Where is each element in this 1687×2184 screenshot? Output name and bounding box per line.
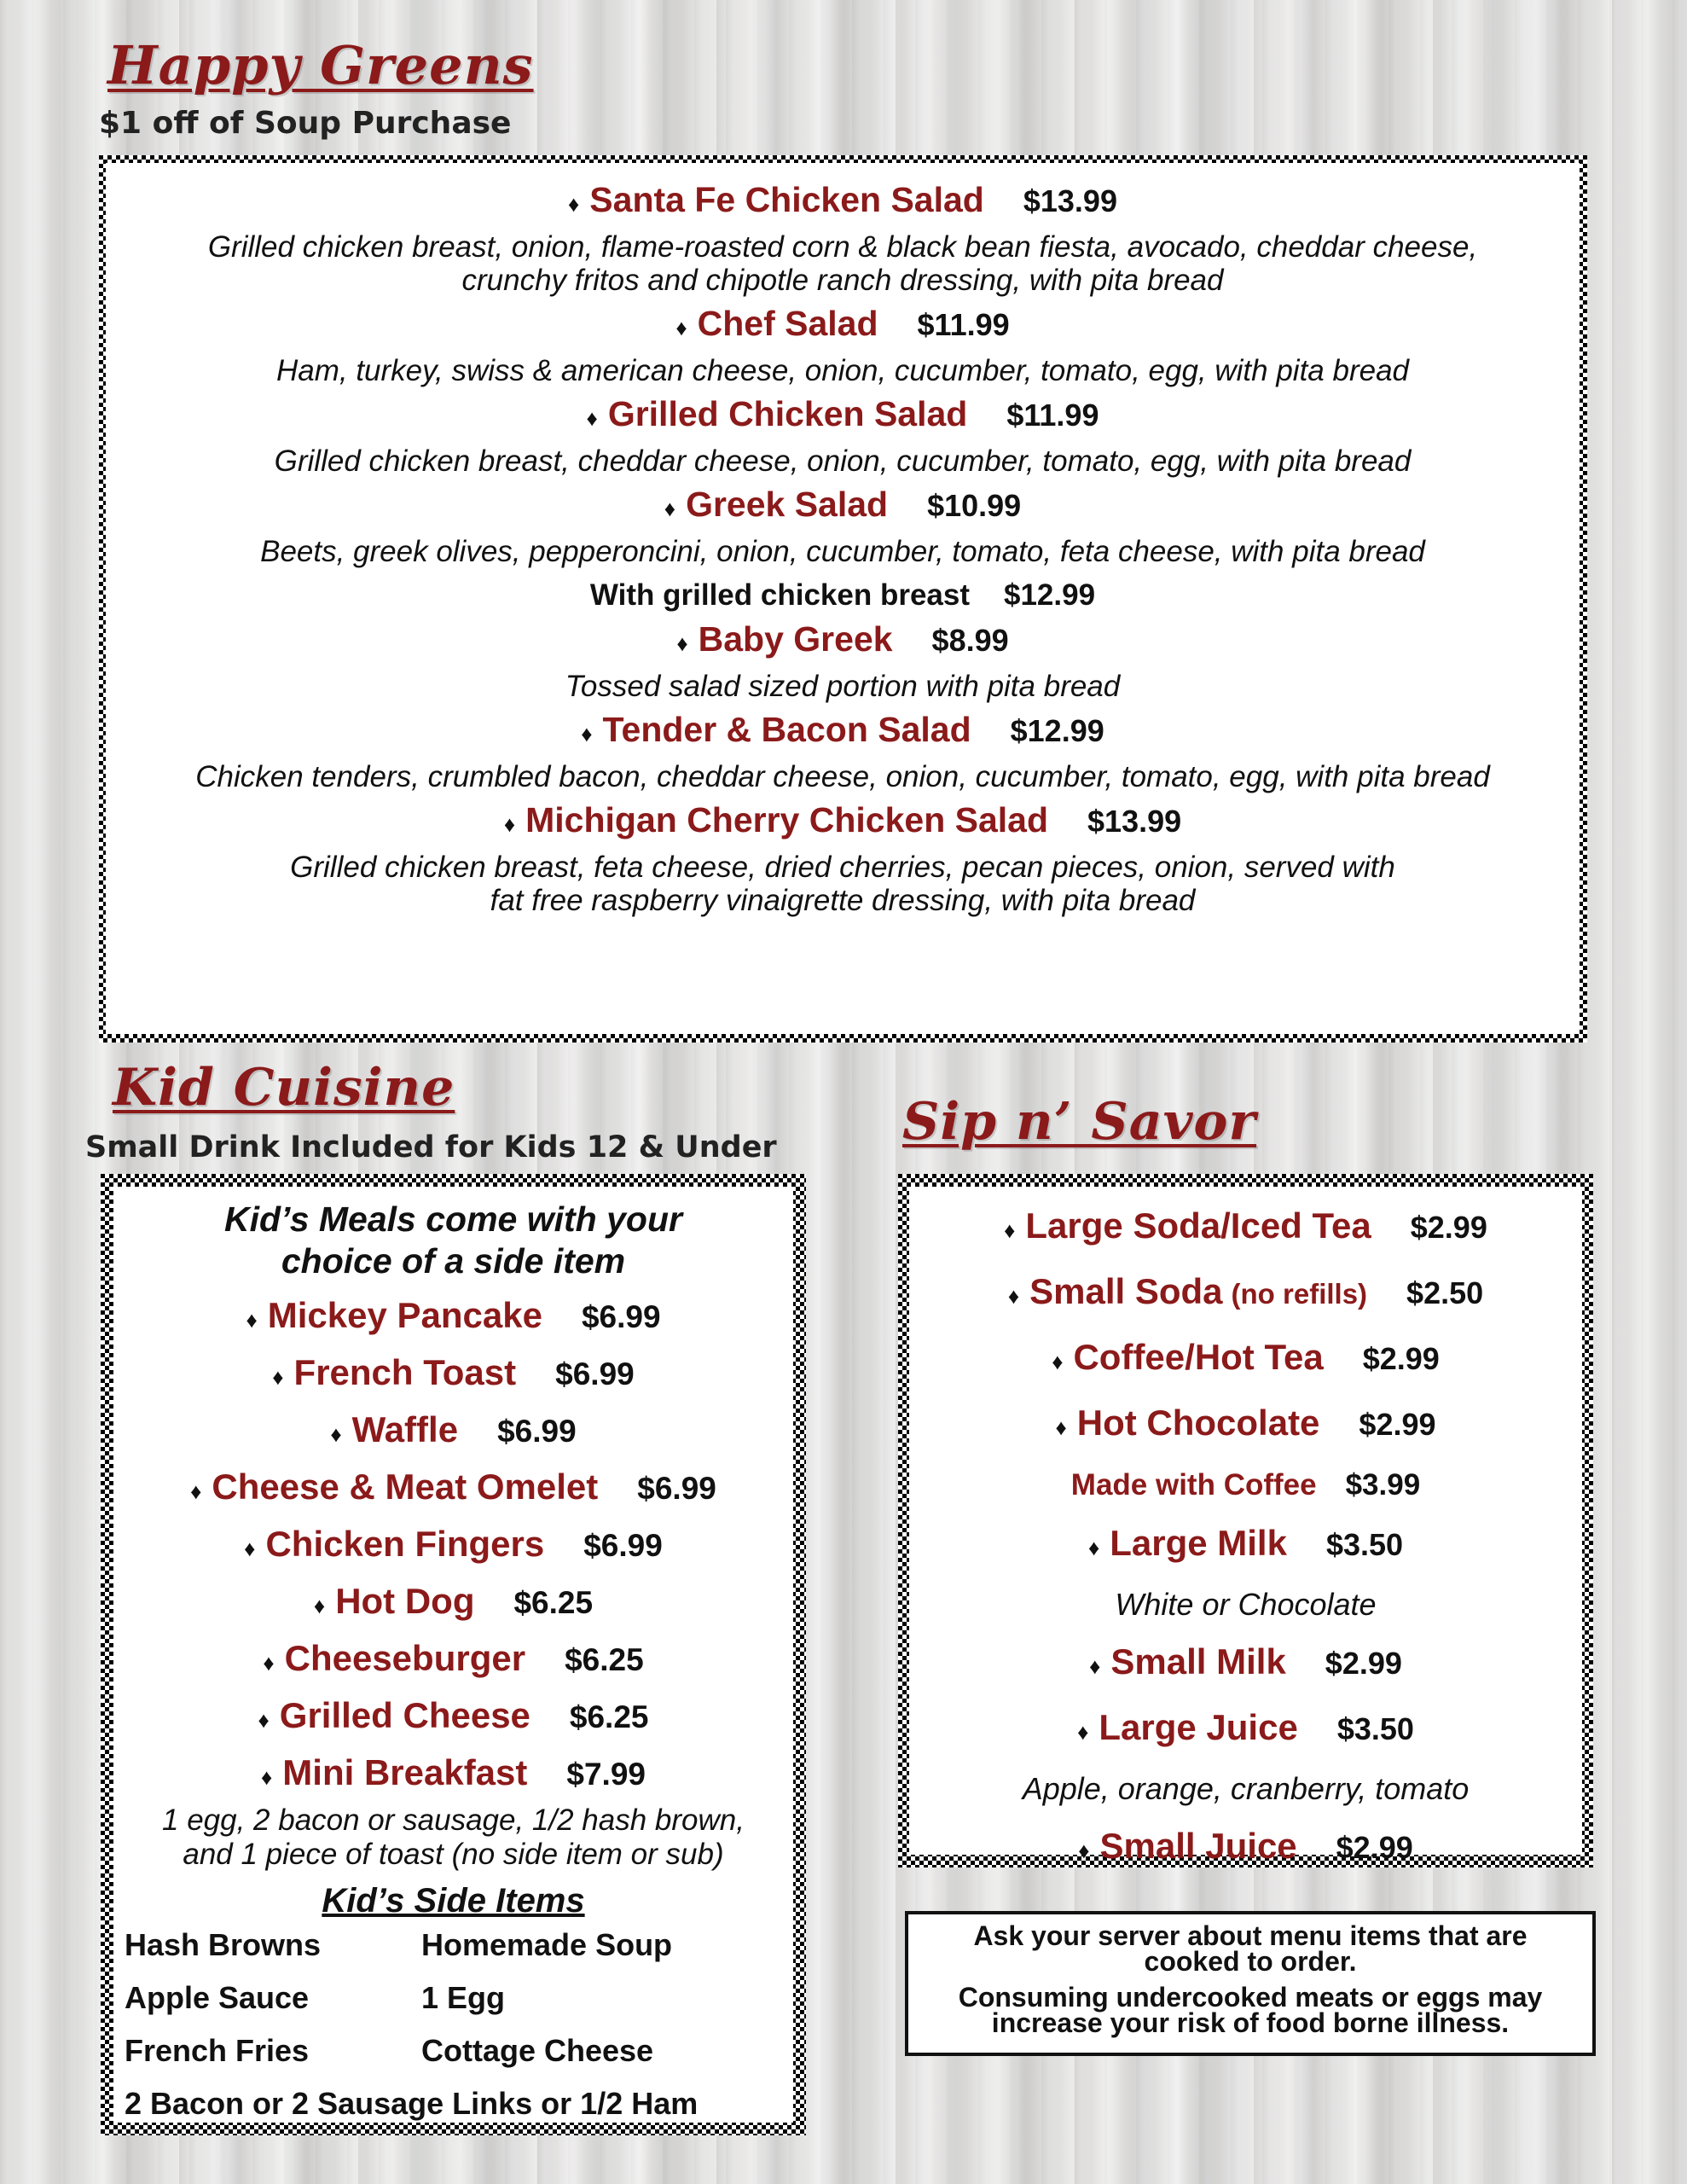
item-name: Large Milk — [1110, 1523, 1287, 1563]
side-item: Cottage Cheese — [421, 2033, 654, 2068]
diamond-bullet-icon: ♦ — [664, 496, 676, 521]
food-safety-notice — [905, 1911, 1596, 2056]
item-price: $11.99 — [917, 307, 1010, 342]
diamond-bullet-icon: ♦ — [1007, 1283, 1020, 1309]
side-item: French Fries — [125, 2033, 310, 2068]
item-name: Mini Breakfast — [282, 1752, 528, 1792]
item-name: Hot Dog — [335, 1581, 475, 1621]
item-name: Chicken Fingers — [265, 1524, 545, 1564]
side-items-title: Kid’s Side Items — [322, 1882, 585, 1920]
option-price: $3.99 — [1345, 1468, 1421, 1502]
diamond-bullet-icon: ♦ — [1087, 1535, 1100, 1560]
description-line: crunchy fritos and chipotle ranch dressing, with pita bread — [461, 264, 1224, 297]
item-description — [113, 1804, 793, 1872]
notice-line — [908, 1920, 1592, 1977]
item-name: Chef Salad — [697, 304, 878, 343]
item-price: $6.99 — [497, 1414, 577, 1449]
item-name: Hot Chocolate — [1076, 1403, 1320, 1443]
drinks-panel — [909, 1187, 1582, 1866]
notice-text: Consuming undercooked meats or eggs may — [958, 1982, 1543, 2013]
kids-subtitle: Small Drink Included for Kids 12 & Under — [85, 1130, 777, 1165]
salads-subtitle: $1 off of Soup Purchase — [99, 106, 512, 141]
item-price: $2.99 — [1359, 1407, 1436, 1442]
item-description: Grilled chicken breast, cheddar cheese, onion, cucumber, tomato, egg, with pita bread — [274, 444, 1412, 478]
side-items-list — [113, 1927, 793, 2122]
diamond-bullet-icon: ♦ — [272, 1364, 284, 1390]
description-line: Grilled chicken breast, onion, flame-roasted corn & black bean fiesta, avocado, cheddar cheese, — [207, 230, 1478, 264]
item-price: $2.99 — [1336, 1830, 1413, 1865]
menu-item — [106, 485, 1580, 525]
diamond-bullet-icon: ♦ — [330, 1421, 342, 1447]
item-note: (no refills) — [1231, 1278, 1368, 1310]
item-price: $6.25 — [569, 1699, 649, 1734]
menu-item — [113, 1346, 793, 1403]
menu-item — [106, 304, 1580, 344]
item-name: Cheeseburger — [284, 1638, 526, 1678]
diamond-bullet-icon: ♦ — [1089, 1653, 1101, 1679]
item-name: Cheese & Meat Omelet — [212, 1467, 599, 1507]
menu-item — [106, 800, 1580, 840]
diamond-bullet-icon: ♦ — [1004, 1217, 1016, 1243]
item-name: Large Juice — [1099, 1707, 1298, 1747]
item-name: Large Soda/Iced Tea — [1025, 1205, 1371, 1246]
item-description: Tossed salad sized portion with pita bread — [565, 670, 1121, 703]
item-price: $6.99 — [581, 1299, 661, 1334]
option-price: $12.99 — [1004, 578, 1096, 612]
item-price: $10.99 — [927, 488, 1022, 523]
menu-item — [909, 1261, 1582, 1327]
item-option — [909, 1458, 1582, 1513]
notice-line — [908, 1984, 1592, 2036]
item-name: Coffee/Hot Tea — [1073, 1337, 1324, 1377]
item-price: $7.99 — [566, 1757, 646, 1792]
menu-item — [909, 1815, 1582, 1881]
menu-item — [113, 1689, 793, 1746]
item-price: $6.99 — [637, 1471, 716, 1506]
item-name: Grilled Cheese — [279, 1695, 530, 1735]
item-price: $8.99 — [931, 623, 1009, 658]
menu-item — [113, 1746, 793, 1804]
diamond-bullet-icon: ♦ — [1052, 1349, 1064, 1374]
item-price: $2.99 — [1362, 1341, 1440, 1376]
menu-item — [909, 1631, 1582, 1697]
item-name: Tender & Bacon Salad — [602, 710, 971, 749]
item-description: Beets, greek olives, pepperoncini, onion, cucumber, tomato, feta cheese, with pita bread — [260, 535, 1425, 568]
item-description: Chicken tenders, crumbled bacon, cheddar cheese, onion, cucumber, tomato, egg, with pita bread — [195, 760, 1490, 793]
item-price: $3.50 — [1325, 1527, 1404, 1562]
kids-title: Kid Cuisine — [113, 1058, 455, 1118]
item-price: $2.99 — [1325, 1646, 1402, 1681]
item-description — [106, 230, 1580, 297]
item-name: Greek Salad — [686, 485, 889, 524]
item-name: Santa Fe Chicken Salad — [589, 180, 984, 219]
menu-item — [113, 1518, 793, 1575]
item-name: Grilled Chicken Salad — [607, 394, 968, 433]
intro-line: choice of a side item — [281, 1241, 626, 1281]
item-price: $2.99 — [1410, 1210, 1487, 1245]
option-label: With grilled chicken breast — [589, 578, 970, 612]
diamond-bullet-icon: ♦ — [313, 1593, 326, 1618]
drinks-title: Sip n’ Savor — [902, 1092, 1257, 1152]
menu-item — [113, 1575, 793, 1632]
notice-text: cooked to order. — [1144, 1946, 1357, 1977]
item-price: $6.99 — [583, 1528, 663, 1563]
item-price: $3.50 — [1336, 1711, 1414, 1746]
description-line: fat free raspberry vinaigrette dressing, with pita bread — [490, 884, 1196, 917]
item-price: $13.99 — [1087, 804, 1182, 839]
item-name: Michigan Cherry Chicken Salad — [525, 800, 1049, 839]
item-name: Small Juice — [1099, 1826, 1297, 1866]
side-item: Hash Browns — [125, 1927, 322, 1962]
menu-item — [106, 180, 1580, 220]
diamond-bullet-icon: ♦ — [675, 315, 687, 340]
side-item: 1 Egg — [421, 1980, 506, 2015]
side-item: 2 Bacon or 2 Sausage Links or 1/2 Ham — [125, 2086, 699, 2121]
menu-item — [909, 1327, 1582, 1392]
item-description: Ham, turkey, swiss & american cheese, onion, cucumber, tomato, egg, with pita bread — [275, 354, 1410, 387]
item-price: $13.99 — [1023, 183, 1117, 218]
menu-item — [106, 619, 1580, 659]
item-name: French Toast — [293, 1352, 517, 1392]
item-price: $6.99 — [555, 1356, 635, 1391]
item-price: $12.99 — [1010, 713, 1104, 748]
description-line: 1 egg, 2 bacon or sausage, 1/2 hash brown, — [162, 1804, 745, 1837]
item-name: Small Soda — [1029, 1271, 1223, 1311]
menu-item — [113, 1632, 793, 1689]
diamond-bullet-icon: ♦ — [581, 721, 593, 746]
diamond-bullet-icon: ♦ — [1077, 1719, 1089, 1745]
menu-item — [909, 1697, 1582, 1763]
diamond-bullet-icon: ♦ — [246, 1307, 258, 1333]
diamond-bullet-icon: ♦ — [1055, 1414, 1067, 1440]
diamond-bullet-icon: ♦ — [263, 1650, 275, 1676]
diamond-bullet-icon: ♦ — [568, 191, 580, 217]
diamond-bullet-icon: ♦ — [258, 1707, 270, 1733]
side-item: Homemade Soup — [421, 1927, 673, 1962]
diamond-bullet-icon: ♦ — [676, 630, 688, 656]
kids-intro — [113, 1199, 793, 1282]
side-item: Apple Sauce — [125, 1980, 310, 2015]
menu-item — [106, 710, 1580, 750]
diamond-bullet-icon: ♦ — [503, 811, 516, 837]
notice-text: Ask your server about menu items that are — [973, 1920, 1528, 1951]
salads-panel — [106, 163, 1580, 1034]
menu-item — [113, 1289, 793, 1346]
item-name: Waffle — [351, 1409, 459, 1449]
menu-item — [106, 394, 1580, 434]
option-label: Made with Coffee — [1070, 1468, 1317, 1502]
item-name: Small Milk — [1110, 1641, 1286, 1682]
item-price: $11.99 — [1006, 398, 1099, 433]
kids-panel — [113, 1187, 793, 2123]
item-description: White or Chocolate — [1115, 1587, 1377, 1622]
item-price: $6.25 — [513, 1585, 594, 1620]
diamond-bullet-icon: ♦ — [586, 405, 598, 431]
item-price: $6.25 — [565, 1642, 644, 1677]
description-line: and 1 piece of toast (no side item or sub) — [183, 1838, 724, 1871]
menu-item — [909, 1392, 1582, 1458]
description-line: Grilled chicken breast, feta cheese, dried cherries, pecan pieces, onion, served with — [290, 851, 1395, 884]
item-description: Apple, orange, cranberry, tomato — [1022, 1771, 1470, 1806]
menu-item — [113, 1403, 793, 1461]
diamond-bullet-icon: ♦ — [190, 1478, 202, 1504]
menu-item — [909, 1195, 1582, 1261]
diamond-bullet-icon: ♦ — [1078, 1838, 1090, 1863]
diamond-bullet-icon: ♦ — [244, 1536, 256, 1561]
item-option — [106, 578, 1580, 613]
menu-item — [113, 1461, 793, 1518]
item-name: Mickey Pancake — [267, 1295, 542, 1335]
intro-line: Kid’s Meals come with your — [224, 1199, 682, 1239]
item-name: Baby Greek — [698, 619, 893, 659]
notice-text: increase your risk of food borne illness. — [991, 2007, 1510, 2038]
diamond-bullet-icon: ♦ — [261, 1764, 273, 1790]
item-price: $2.50 — [1406, 1275, 1484, 1310]
item-description — [106, 851, 1580, 917]
salads-title: Happy Greens — [107, 34, 534, 96]
menu-item — [909, 1513, 1582, 1578]
